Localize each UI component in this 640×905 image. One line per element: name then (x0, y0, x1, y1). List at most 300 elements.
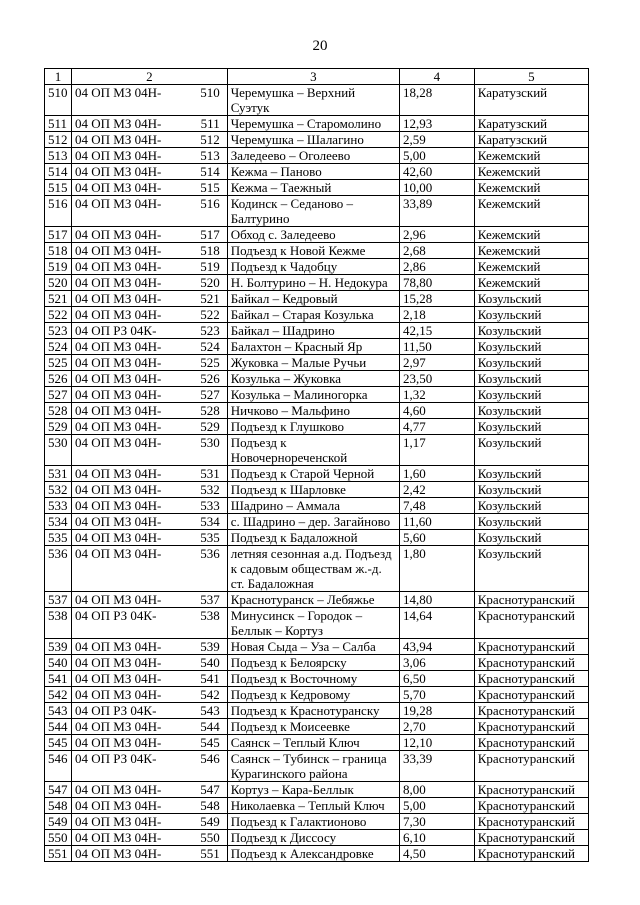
road-id-prefix: 04 ОП РЗ 04К- (74, 703, 157, 718)
road-id-cell (71, 466, 227, 482)
district-cell: Краснотуранский (474, 592, 588, 608)
road-id-prefix: 04 ОП МЗ 04Н- (74, 116, 162, 131)
road-id-cell (71, 307, 227, 323)
row-number-cell: 545 (45, 735, 72, 751)
road-length-cell: 2,96 (400, 227, 475, 243)
road-name-cell: Саянск – Теплый Ключ (227, 735, 399, 751)
road-length-cell: 2,59 (400, 132, 475, 148)
road-id-prefix: 04 ОП МЗ 04Н- (74, 639, 162, 654)
road-id-cell (71, 514, 227, 530)
district-cell: Краснотуранский (474, 751, 588, 782)
road-id-prefix: 04 ОП МЗ 04Н- (74, 466, 162, 481)
table-row (45, 687, 589, 703)
row-number-cell: 529 (45, 419, 72, 435)
road-id-prefix: 04 ОП МЗ 04Н- (74, 196, 162, 211)
road-length-cell: 19,28 (400, 703, 475, 719)
road-id-prefix: 04 ОП МЗ 04Н- (74, 592, 162, 607)
road-name-cell: Минусинск – Городок – Беллык – Кортуз (227, 608, 399, 639)
district-cell: Козульский (474, 419, 588, 435)
road-id-prefix: 04 ОП МЗ 04Н- (74, 403, 162, 418)
road-name-cell: Подъезд к Кедровому (227, 687, 399, 703)
road-id-prefix: 04 ОП МЗ 04Н- (74, 387, 162, 402)
road-id-number: 511 (200, 116, 220, 131)
road-length-cell: 2,70 (400, 719, 475, 735)
road-name-cell: Краснотуранск – Лебяжье (227, 592, 399, 608)
road-id-cell (71, 275, 227, 291)
road-id-number: 521 (200, 291, 220, 306)
road-length-cell: 3,06 (400, 655, 475, 671)
road-name-cell: летняя сезонная а.д. Подъезд к садовым обществам ж.-д. ст. Бадаложная (227, 546, 399, 592)
road-id-prefix: 04 ОП МЗ 04Н- (74, 798, 162, 813)
district-cell: Краснотуранский (474, 703, 588, 719)
road-name-cell: Подъезд к Диссосу (227, 830, 399, 846)
row-number-cell: 542 (45, 687, 72, 703)
road-id-cell (71, 782, 227, 798)
road-id-number: 536 (200, 546, 220, 561)
road-name-cell: Козулька – Жуковка (227, 371, 399, 387)
table-row (45, 608, 589, 639)
road-id-cell (71, 403, 227, 419)
district-cell: Козульский (474, 498, 588, 514)
row-number-cell: 512 (45, 132, 72, 148)
road-id-prefix: 04 ОП МЗ 04Н- (74, 846, 162, 861)
row-number-cell: 515 (45, 180, 72, 196)
road-id-cell (71, 227, 227, 243)
row-number-cell: 543 (45, 703, 72, 719)
road-id-number: 539 (200, 639, 220, 654)
road-length-cell: 42,60 (400, 164, 475, 180)
row-number-cell: 520 (45, 275, 72, 291)
road-id-number: 514 (200, 164, 220, 179)
row-number-cell: 532 (45, 482, 72, 498)
table-row (45, 371, 589, 387)
road-id-cell (71, 687, 227, 703)
table-row (45, 639, 589, 655)
road-name-cell: Подъезд к Чадобцу (227, 259, 399, 275)
table-body (45, 85, 589, 862)
district-cell: Краснотуранский (474, 798, 588, 814)
table-row (45, 751, 589, 782)
road-name-cell: Заледеево – Оголеево (227, 148, 399, 164)
table-row (45, 514, 589, 530)
row-number-cell: 548 (45, 798, 72, 814)
table-row (45, 148, 589, 164)
district-cell: Кежемский (474, 243, 588, 259)
district-cell: Козульский (474, 355, 588, 371)
road-id-number: 543 (200, 703, 220, 718)
road-name-cell: Новая Сыда – Уза – Салба (227, 639, 399, 655)
table-row (45, 846, 589, 862)
road-id-prefix: 04 ОП МЗ 04Н- (74, 830, 162, 845)
district-cell: Краснотуранский (474, 735, 588, 751)
road-length-cell: 1,32 (400, 387, 475, 403)
table-row (45, 307, 589, 323)
road-id-cell (71, 243, 227, 259)
district-cell: Кежемский (474, 227, 588, 243)
table-row (45, 592, 589, 608)
road-id-cell (71, 85, 227, 116)
road-id-prefix: 04 ОП МЗ 04Н- (74, 498, 162, 513)
district-cell: Кежемский (474, 164, 588, 180)
road-id-cell (71, 735, 227, 751)
road-id-cell (71, 132, 227, 148)
road-id-number: 523 (200, 323, 220, 338)
road-id-cell (71, 671, 227, 687)
road-id-number: 510 (200, 85, 220, 100)
row-number-cell: 539 (45, 639, 72, 655)
road-id-prefix: 04 ОП МЗ 04Н- (74, 546, 162, 561)
road-length-cell: 5,00 (400, 798, 475, 814)
road-id-number: 529 (200, 419, 220, 434)
road-id-prefix: 04 ОП МЗ 04Н- (74, 164, 162, 179)
road-id-prefix: 04 ОП МЗ 04Н- (74, 291, 162, 306)
road-length-cell: 2,68 (400, 243, 475, 259)
road-id-prefix: 04 ОП МЗ 04Н- (74, 530, 162, 545)
table-row (45, 291, 589, 307)
road-name-cell: Подъезд к Бадаложной (227, 530, 399, 546)
road-name-cell: Н. Болтурино – Н. Недокура (227, 275, 399, 291)
road-id-number: 540 (200, 655, 220, 670)
column-header: 2 (71, 69, 227, 85)
table-row (45, 655, 589, 671)
road-id-prefix: 04 ОП МЗ 04Н- (74, 735, 162, 750)
road-name-cell: Кортуз – Кара-Беллык (227, 782, 399, 798)
road-id-prefix: 04 ОП МЗ 04Н- (74, 655, 162, 670)
road-id-number: 535 (200, 530, 220, 545)
district-cell: Кежемский (474, 259, 588, 275)
road-id-cell (71, 323, 227, 339)
road-id-prefix: 04 ОП РЗ 04К- (74, 751, 157, 766)
road-id-cell (71, 703, 227, 719)
road-id-prefix: 04 ОП МЗ 04Н- (74, 514, 162, 529)
row-number-cell: 538 (45, 608, 72, 639)
table-row (45, 164, 589, 180)
table-row (45, 703, 589, 719)
road-id-number: 544 (200, 719, 220, 734)
district-cell: Козульский (474, 482, 588, 498)
road-id-number: 551 (200, 846, 220, 861)
road-id-number: 530 (200, 435, 220, 450)
table-row (45, 275, 589, 291)
road-id-cell (71, 655, 227, 671)
road-id-prefix: 04 ОП РЗ 04К- (74, 608, 157, 623)
road-id-number: 515 (200, 180, 220, 195)
road-id-number: 516 (200, 196, 220, 211)
road-id-prefix: 04 ОП МЗ 04Н- (74, 687, 162, 702)
row-number-cell: 541 (45, 671, 72, 687)
table-row (45, 530, 589, 546)
road-id-prefix: 04 ОП МЗ 04Н- (74, 814, 162, 829)
road-id-prefix: 04 ОП МЗ 04Н- (74, 719, 162, 734)
row-number-cell: 534 (45, 514, 72, 530)
road-name-cell: Подъезд к Новочернореченской (227, 435, 399, 466)
road-id-number: 517 (200, 227, 220, 242)
road-name-cell: Кежма – Паново (227, 164, 399, 180)
district-cell: Краснотуранский (474, 814, 588, 830)
road-id-prefix: 04 ОП МЗ 04Н- (74, 227, 162, 242)
row-number-cell: 550 (45, 830, 72, 846)
district-cell: Козульский (474, 466, 588, 482)
road-id-cell (71, 339, 227, 355)
district-cell: Краснотуранский (474, 687, 588, 703)
road-id-cell (71, 196, 227, 227)
road-id-cell (71, 530, 227, 546)
road-length-cell: 2,86 (400, 259, 475, 275)
road-id-cell (71, 846, 227, 862)
row-number-cell: 525 (45, 355, 72, 371)
road-length-cell: 4,50 (400, 846, 475, 862)
road-id-prefix: 04 ОП МЗ 04Н- (74, 339, 162, 354)
row-number-cell: 526 (45, 371, 72, 387)
column-header: 5 (474, 69, 588, 85)
district-cell: Кежемский (474, 180, 588, 196)
table-row (45, 435, 589, 466)
road-id-prefix: 04 ОП МЗ 04Н- (74, 132, 162, 147)
road-length-cell: 11,50 (400, 339, 475, 355)
road-length-cell: 23,50 (400, 371, 475, 387)
district-cell: Краснотуранский (474, 846, 588, 862)
road-id-number: 527 (200, 387, 220, 402)
row-number-cell: 551 (45, 846, 72, 862)
road-id-prefix: 04 ОП РЗ 04К- (74, 323, 157, 338)
row-number-cell: 533 (45, 498, 72, 514)
table-row (45, 735, 589, 751)
district-cell: Краснотуранский (474, 830, 588, 846)
road-id-prefix: 04 ОП МЗ 04Н- (74, 275, 162, 290)
road-length-cell: 15,28 (400, 291, 475, 307)
road-id-prefix: 04 ОП МЗ 04Н- (74, 355, 162, 370)
road-name-cell: Байкал – Кедровый (227, 291, 399, 307)
road-id-cell (71, 164, 227, 180)
road-length-cell: 5,70 (400, 687, 475, 703)
row-number-cell: 518 (45, 243, 72, 259)
road-length-cell: 33,39 (400, 751, 475, 782)
road-length-cell: 4,77 (400, 419, 475, 435)
row-number-cell: 530 (45, 435, 72, 466)
road-length-cell: 14,80 (400, 592, 475, 608)
column-header: 1 (45, 69, 72, 85)
district-cell: Козульский (474, 435, 588, 466)
table-row (45, 85, 589, 116)
page-number: 20 (312, 38, 328, 54)
road-length-cell: 5,60 (400, 530, 475, 546)
road-name-cell: Кежма – Таежный (227, 180, 399, 196)
row-number-cell: 528 (45, 403, 72, 419)
row-number-cell: 547 (45, 782, 72, 798)
road-id-prefix: 04 ОП МЗ 04Н- (74, 371, 162, 386)
road-length-cell: 14,64 (400, 608, 475, 639)
road-length-cell: 18,28 (400, 85, 475, 116)
table-row (45, 259, 589, 275)
district-cell: Кежемский (474, 275, 588, 291)
row-number-cell: 514 (45, 164, 72, 180)
road-id-cell (71, 814, 227, 830)
table-row (45, 419, 589, 435)
road-id-number: 542 (200, 687, 220, 702)
road-length-cell: 11,60 (400, 514, 475, 530)
road-length-cell: 4,60 (400, 403, 475, 419)
road-id-cell (71, 546, 227, 592)
road-length-cell: 8,00 (400, 782, 475, 798)
row-number-cell: 516 (45, 196, 72, 227)
road-length-cell: 43,94 (400, 639, 475, 655)
road-name-cell: Подъезд к Моисеевке (227, 719, 399, 735)
road-id-cell (71, 180, 227, 196)
road-id-prefix: 04 ОП МЗ 04Н- (74, 259, 162, 274)
road-name-cell: Подъезд к Краснотуранску (227, 703, 399, 719)
road-id-number: 541 (200, 671, 220, 686)
road-id-prefix: 04 ОП МЗ 04Н- (74, 782, 162, 797)
road-length-cell: 78,80 (400, 275, 475, 291)
road-name-cell: Кодинск – Седаново – Балтурино (227, 196, 399, 227)
district-cell: Козульский (474, 371, 588, 387)
district-cell: Козульский (474, 546, 588, 592)
road-length-cell: 6,50 (400, 671, 475, 687)
road-id-cell (71, 798, 227, 814)
table-header-row (45, 69, 589, 85)
road-id-number: 533 (200, 498, 220, 513)
table-row (45, 180, 589, 196)
road-name-cell: Саянск – Тубинск – граница Курагинского района (227, 751, 399, 782)
row-number-cell: 537 (45, 592, 72, 608)
table-row (45, 482, 589, 498)
road-id-number: 531 (200, 466, 220, 481)
road-length-cell: 6,10 (400, 830, 475, 846)
table-row (45, 227, 589, 243)
row-number-cell: 523 (45, 323, 72, 339)
row-number-cell: 511 (45, 116, 72, 132)
row-number-cell: 549 (45, 814, 72, 830)
district-cell: Каратузский (474, 132, 588, 148)
table-row (45, 498, 589, 514)
road-id-cell (71, 592, 227, 608)
roads-table (44, 68, 589, 862)
row-number-cell: 519 (45, 259, 72, 275)
column-header: 3 (227, 69, 399, 85)
road-length-cell: 7,48 (400, 498, 475, 514)
district-cell: Краснотуранский (474, 719, 588, 735)
row-number-cell: 535 (45, 530, 72, 546)
table-row (45, 798, 589, 814)
road-name-cell: Подъезд к Глушково (227, 419, 399, 435)
road-name-cell: Подъезд к Восточному (227, 671, 399, 687)
road-name-cell: Ничково – Мальфино (227, 403, 399, 419)
road-length-cell: 2,97 (400, 355, 475, 371)
road-id-prefix: 04 ОП МЗ 04Н- (74, 671, 162, 686)
road-id-prefix: 04 ОП МЗ 04Н- (74, 435, 162, 450)
table-row (45, 830, 589, 846)
road-name-cell: Черемушка – Верхний Суэтук (227, 85, 399, 116)
road-length-cell: 7,30 (400, 814, 475, 830)
table-row (45, 243, 589, 259)
road-id-number: 528 (200, 403, 220, 418)
road-id-prefix: 04 ОП МЗ 04Н- (74, 482, 162, 497)
road-name-cell: Обход с. Заледеево (227, 227, 399, 243)
road-id-prefix: 04 ОП МЗ 04Н- (74, 243, 162, 258)
road-id-cell (71, 355, 227, 371)
road-name-cell: Жуковка – Малые Ручьи (227, 355, 399, 371)
district-cell: Краснотуранский (474, 782, 588, 798)
road-id-number: 525 (200, 355, 220, 370)
road-id-number: 545 (200, 735, 220, 750)
district-cell: Краснотуранский (474, 608, 588, 639)
row-number-cell: 544 (45, 719, 72, 735)
road-id-cell (71, 435, 227, 466)
road-id-number: 518 (200, 243, 220, 258)
road-name-cell: с. Шадрино – дер. Загайново (227, 514, 399, 530)
road-id-cell (71, 291, 227, 307)
road-length-cell: 2,42 (400, 482, 475, 498)
road-id-cell (71, 498, 227, 514)
row-number-cell: 522 (45, 307, 72, 323)
road-name-cell: Подъезд к Галактионово (227, 814, 399, 830)
road-id-number: 534 (200, 514, 220, 529)
road-length-cell: 1,60 (400, 466, 475, 482)
table-row (45, 387, 589, 403)
road-name-cell: Николаевка – Теплый Ключ (227, 798, 399, 814)
table-row (45, 466, 589, 482)
road-id-prefix: 04 ОП МЗ 04Н- (74, 148, 162, 163)
table-row (45, 339, 589, 355)
road-id-number: 537 (200, 592, 220, 607)
row-number-cell: 546 (45, 751, 72, 782)
table-row (45, 403, 589, 419)
table-row (45, 782, 589, 798)
row-number-cell: 521 (45, 291, 72, 307)
road-id-number: 548 (200, 798, 220, 813)
district-cell: Краснотуранский (474, 655, 588, 671)
table-row (45, 355, 589, 371)
road-name-cell: Подъезд к Александровке (227, 846, 399, 862)
road-id-prefix: 04 ОП МЗ 04Н- (74, 180, 162, 195)
road-id-cell (71, 639, 227, 655)
road-name-cell: Подъезд к Шарловке (227, 482, 399, 498)
road-id-number: 546 (200, 751, 220, 766)
road-id-number: 550 (200, 830, 220, 845)
district-cell: Кежемский (474, 148, 588, 164)
road-name-cell: Подъезд к Старой Черной (227, 466, 399, 482)
table-row (45, 116, 589, 132)
table-row (45, 814, 589, 830)
district-cell: Козульский (474, 387, 588, 403)
road-id-cell (71, 259, 227, 275)
road-id-number: 520 (200, 275, 220, 290)
road-length-cell: 10,00 (400, 180, 475, 196)
table-row (45, 671, 589, 687)
row-number-cell: 536 (45, 546, 72, 592)
district-cell: Козульский (474, 323, 588, 339)
road-length-cell: 5,00 (400, 148, 475, 164)
road-name-cell: Черемушка – Шалагино (227, 132, 399, 148)
road-length-cell: 42,15 (400, 323, 475, 339)
table-row (45, 196, 589, 227)
road-id-number: 522 (200, 307, 220, 322)
road-name-cell: Балахтон – Красный Яр (227, 339, 399, 355)
road-length-cell: 12,93 (400, 116, 475, 132)
road-name-cell: Козулька – Малиногорка (227, 387, 399, 403)
district-cell: Козульский (474, 291, 588, 307)
road-id-prefix: 04 ОП МЗ 04Н- (74, 419, 162, 434)
table-row (45, 719, 589, 735)
road-id-cell (71, 608, 227, 639)
road-id-cell (71, 482, 227, 498)
road-id-cell (71, 116, 227, 132)
road-name-cell: Подъезд к Белоярску (227, 655, 399, 671)
district-cell: Козульский (474, 530, 588, 546)
road-id-number: 512 (200, 132, 220, 147)
road-id-number: 547 (200, 782, 220, 797)
road-id-number: 532 (200, 482, 220, 497)
